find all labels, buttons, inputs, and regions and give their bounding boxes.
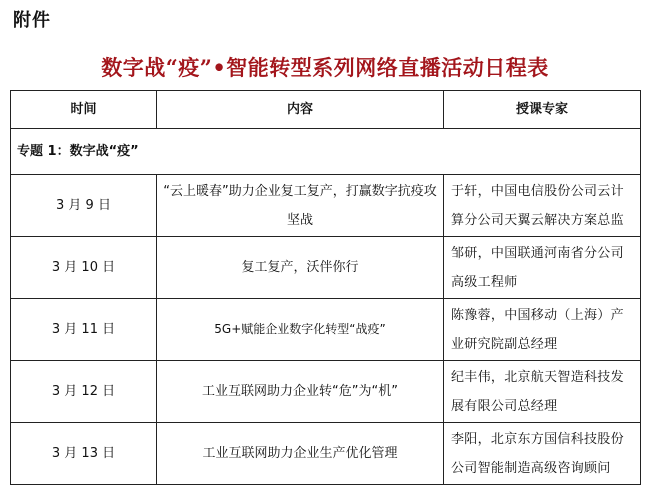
table-row (11, 299, 641, 361)
table-header-row (11, 91, 641, 129)
schedule-table (10, 90, 641, 485)
row-topic: 5G+赋能企业数字化转型“战疫” (157, 299, 444, 361)
table-row (11, 175, 641, 237)
row-expert: 于轩，中国电信股份公司云计算分公司天翼云解决方案总监 (444, 175, 641, 237)
table-row (11, 237, 641, 299)
row-date: 3 月 10 日 (11, 237, 157, 299)
row-topic: 复工复产，沃伴你行 (157, 237, 444, 299)
section-title: 专题 1：数字战“疫” (11, 129, 641, 175)
row-expert: 李阳，北京东方国信科技股份公司智能制造高级咨询顾问 (444, 423, 641, 485)
column-header-expert: 授课专家 (444, 91, 641, 129)
row-topic: 工业互联网助力企业转“危”为“机” (157, 361, 444, 423)
row-topic: 工业互联网助力企业生产优化管理 (157, 423, 444, 485)
row-date: 3 月 9 日 (11, 175, 157, 237)
row-date: 3 月 11 日 (11, 299, 157, 361)
row-date: 3 月 13 日 (11, 423, 157, 485)
row-topic: “云上暖春”助力企业复工复产，打赢数字抗疫攻坚战 (157, 175, 444, 237)
row-expert: 邹研，中国联通河南省分公司高级工程师 (444, 237, 641, 299)
attachment-label: 附件 (13, 10, 51, 31)
column-header-time: 时间 (11, 91, 157, 129)
document-title: 数字战“疫”•智能转型系列网络直播活动日程表 (101, 55, 549, 80)
row-date: 3 月 12 日 (11, 361, 157, 423)
row-expert: 纪丰伟，北京航天智造科技发展有限公司总经理 (444, 361, 641, 423)
table-row (11, 423, 641, 485)
column-header-content: 内容 (157, 91, 444, 129)
table-row (11, 361, 641, 423)
section-row (11, 129, 641, 175)
row-expert: 陈豫蓉，中国移动（上海）产业研究院副总经理 (444, 299, 641, 361)
